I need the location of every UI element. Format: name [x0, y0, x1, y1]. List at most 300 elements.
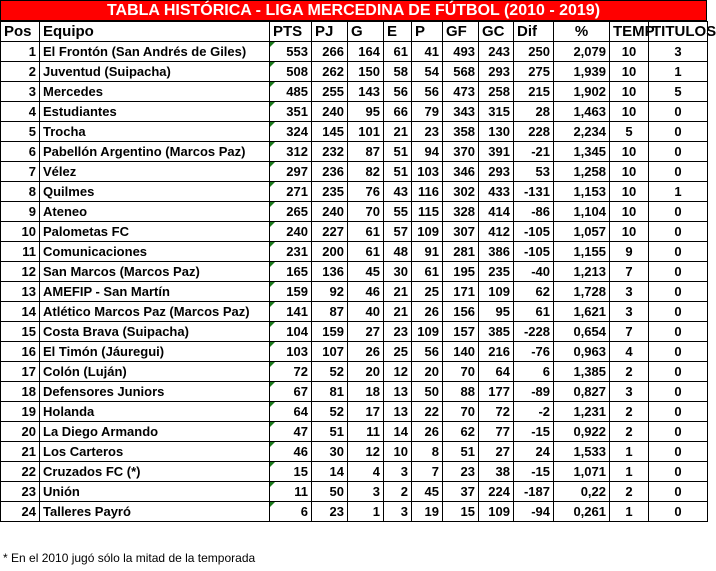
cell-pos[interactable]: 21 [1, 442, 40, 462]
cell-pj[interactable]: 23 [312, 502, 348, 522]
cell-gc[interactable]: 293 [479, 62, 514, 82]
cell-pts[interactable]: 47 [270, 422, 312, 442]
cell-gf[interactable]: 281 [443, 242, 479, 262]
cell-dif[interactable]: -15 [514, 462, 554, 482]
cell-temp[interactable]: 3 [610, 302, 649, 322]
cell-dif[interactable]: -89 [514, 382, 554, 402]
cell-pos[interactable]: 12 [1, 262, 40, 282]
cell-p[interactable]: 22 [412, 402, 443, 422]
cell-pj[interactable]: 87 [312, 302, 348, 322]
cell-titulos[interactable]: 1 [649, 62, 708, 82]
cell-gf[interactable]: 568 [443, 62, 479, 82]
cell-e[interactable]: 21 [384, 282, 412, 302]
header-gc[interactable]: GC [479, 22, 514, 42]
cell-dif[interactable]: -2 [514, 402, 554, 422]
cell-gf[interactable]: 88 [443, 382, 479, 402]
cell-gc[interactable]: 433 [479, 182, 514, 202]
cell-equipo[interactable]: El Frontón (San Andrés de Giles) [40, 42, 270, 62]
cell-pos[interactable]: 9 [1, 202, 40, 222]
cell-pos[interactable]: 11 [1, 242, 40, 262]
cell-pj[interactable]: 14 [312, 462, 348, 482]
cell-gf[interactable]: 473 [443, 82, 479, 102]
cell-g[interactable]: 95 [348, 102, 384, 122]
cell-g[interactable]: 87 [348, 142, 384, 162]
header-pct[interactable]: % [554, 22, 610, 42]
cell-titulos[interactable]: 3 [649, 42, 708, 62]
cell-pj[interactable]: 255 [312, 82, 348, 102]
cell-pts[interactable]: 351 [270, 102, 312, 122]
cell-equipo[interactable]: Mercedes [40, 82, 270, 102]
cell-gc[interactable]: 38 [479, 462, 514, 482]
cell-titulos[interactable]: 0 [649, 162, 708, 182]
cell-g[interactable]: 1 [348, 502, 384, 522]
cell-pct[interactable]: 1,385 [554, 362, 610, 382]
cell-equipo[interactable]: Los Carteros [40, 442, 270, 462]
cell-dif[interactable]: -94 [514, 502, 554, 522]
cell-gc[interactable]: 95 [479, 302, 514, 322]
cell-pj[interactable]: 240 [312, 102, 348, 122]
cell-gf[interactable]: 302 [443, 182, 479, 202]
cell-gf[interactable]: 171 [443, 282, 479, 302]
cell-pj[interactable]: 136 [312, 262, 348, 282]
cell-pos[interactable]: 1 [1, 42, 40, 62]
cell-titulos[interactable]: 1 [649, 182, 708, 202]
cell-e[interactable]: 51 [384, 162, 412, 182]
cell-gc[interactable]: 412 [479, 222, 514, 242]
cell-e[interactable]: 10 [384, 442, 412, 462]
cell-pos[interactable]: 14 [1, 302, 40, 322]
cell-g[interactable]: 18 [348, 382, 384, 402]
cell-equipo[interactable]: Estudiantes [40, 102, 270, 122]
cell-titulos[interactable]: 0 [649, 342, 708, 362]
cell-pts[interactable]: 271 [270, 182, 312, 202]
cell-gf[interactable]: 140 [443, 342, 479, 362]
cell-gc[interactable]: 385 [479, 322, 514, 342]
cell-equipo[interactable]: Costa Brava (Suipacha) [40, 322, 270, 342]
cell-pct[interactable]: 0,922 [554, 422, 610, 442]
cell-g[interactable]: 61 [348, 242, 384, 262]
cell-pts[interactable]: 64 [270, 402, 312, 422]
cell-pos[interactable]: 7 [1, 162, 40, 182]
cell-p[interactable]: 54 [412, 62, 443, 82]
cell-pct[interactable]: 1,153 [554, 182, 610, 202]
cell-gf[interactable]: 70 [443, 362, 479, 382]
cell-equipo[interactable]: Trocha [40, 122, 270, 142]
cell-pct[interactable]: 1,939 [554, 62, 610, 82]
header-gf[interactable]: GF [443, 22, 479, 42]
cell-gc[interactable]: 414 [479, 202, 514, 222]
cell-e[interactable]: 23 [384, 322, 412, 342]
cell-pos[interactable]: 16 [1, 342, 40, 362]
cell-temp[interactable]: 1 [610, 462, 649, 482]
cell-p[interactable]: 115 [412, 202, 443, 222]
cell-g[interactable]: 61 [348, 222, 384, 242]
cell-g[interactable]: 12 [348, 442, 384, 462]
cell-pos[interactable]: 2 [1, 62, 40, 82]
cell-pts[interactable]: 508 [270, 62, 312, 82]
cell-pos[interactable]: 8 [1, 182, 40, 202]
cell-e[interactable]: 14 [384, 422, 412, 442]
cell-titulos[interactable]: 0 [649, 242, 708, 262]
cell-pct[interactable]: 2,079 [554, 42, 610, 62]
cell-pct[interactable]: 1,345 [554, 142, 610, 162]
cell-e[interactable]: 13 [384, 382, 412, 402]
cell-equipo[interactable]: Defensores Juniors [40, 382, 270, 402]
cell-dif[interactable]: -187 [514, 482, 554, 502]
cell-pj[interactable]: 107 [312, 342, 348, 362]
cell-p[interactable]: 41 [412, 42, 443, 62]
cell-temp[interactable]: 1 [610, 502, 649, 522]
cell-pct[interactable]: 1,231 [554, 402, 610, 422]
cell-gc[interactable]: 315 [479, 102, 514, 122]
cell-gf[interactable]: 307 [443, 222, 479, 242]
cell-p[interactable]: 109 [412, 322, 443, 342]
cell-pct[interactable]: 0,827 [554, 382, 610, 402]
cell-temp[interactable]: 2 [610, 362, 649, 382]
cell-dif[interactable]: 24 [514, 442, 554, 462]
cell-pj[interactable]: 52 [312, 362, 348, 382]
cell-equipo[interactable]: Unión [40, 482, 270, 502]
cell-equipo[interactable]: San Marcos (Marcos Paz) [40, 262, 270, 282]
cell-gc[interactable]: 258 [479, 82, 514, 102]
cell-pts[interactable]: 312 [270, 142, 312, 162]
cell-pts[interactable]: 46 [270, 442, 312, 462]
cell-equipo[interactable]: Holanda [40, 402, 270, 422]
cell-p[interactable]: 26 [412, 422, 443, 442]
cell-p[interactable]: 19 [412, 502, 443, 522]
cell-temp[interactable]: 10 [610, 182, 649, 202]
cell-gc[interactable]: 130 [479, 122, 514, 142]
cell-e[interactable]: 21 [384, 302, 412, 322]
cell-gc[interactable]: 77 [479, 422, 514, 442]
cell-temp[interactable]: 7 [610, 322, 649, 342]
cell-pos[interactable]: 20 [1, 422, 40, 442]
cell-pts[interactable]: 104 [270, 322, 312, 342]
cell-equipo[interactable]: Colón (Luján) [40, 362, 270, 382]
cell-pj[interactable]: 81 [312, 382, 348, 402]
header-pj[interactable]: PJ [312, 22, 348, 42]
cell-titulos[interactable]: 0 [649, 202, 708, 222]
cell-pts[interactable]: 324 [270, 122, 312, 142]
cell-temp[interactable]: 10 [610, 82, 649, 102]
cell-e[interactable]: 43 [384, 182, 412, 202]
cell-g[interactable]: 70 [348, 202, 384, 222]
cell-g[interactable]: 17 [348, 402, 384, 422]
cell-pj[interactable]: 262 [312, 62, 348, 82]
cell-pct[interactable]: 1,258 [554, 162, 610, 182]
cell-p[interactable]: 91 [412, 242, 443, 262]
cell-g[interactable]: 3 [348, 482, 384, 502]
cell-titulos[interactable]: 0 [649, 222, 708, 242]
cell-titulos[interactable]: 0 [649, 422, 708, 442]
cell-titulos[interactable]: 0 [649, 322, 708, 342]
header-temp[interactable]: TEMP [610, 22, 649, 42]
cell-titulos[interactable]: 5 [649, 82, 708, 102]
cell-gf[interactable]: 157 [443, 322, 479, 342]
header-pos[interactable]: Pos [1, 22, 40, 42]
cell-g[interactable]: 40 [348, 302, 384, 322]
cell-pos[interactable]: 24 [1, 502, 40, 522]
cell-temp[interactable]: 1 [610, 442, 649, 462]
cell-dif[interactable]: -131 [514, 182, 554, 202]
cell-equipo[interactable]: Pabellón Argentino (Marcos Paz) [40, 142, 270, 162]
cell-gc[interactable]: 109 [479, 502, 514, 522]
cell-pct[interactable]: 1,621 [554, 302, 610, 322]
cell-temp[interactable]: 4 [610, 342, 649, 362]
cell-gc[interactable]: 64 [479, 362, 514, 382]
cell-e[interactable]: 56 [384, 82, 412, 102]
cell-dif[interactable]: 61 [514, 302, 554, 322]
cell-dif[interactable]: 250 [514, 42, 554, 62]
cell-temp[interactable]: 2 [610, 422, 649, 442]
cell-g[interactable]: 27 [348, 322, 384, 342]
cell-pct[interactable]: 1,213 [554, 262, 610, 282]
cell-e[interactable]: 58 [384, 62, 412, 82]
cell-equipo[interactable]: El Timón (Jáuregui) [40, 342, 270, 362]
cell-pct[interactable]: 1,104 [554, 202, 610, 222]
cell-pos[interactable]: 6 [1, 142, 40, 162]
cell-pos[interactable]: 19 [1, 402, 40, 422]
cell-p[interactable]: 50 [412, 382, 443, 402]
cell-pos[interactable]: 18 [1, 382, 40, 402]
cell-titulos[interactable]: 0 [649, 502, 708, 522]
cell-gf[interactable]: 493 [443, 42, 479, 62]
cell-gf[interactable]: 358 [443, 122, 479, 142]
cell-dif[interactable]: -105 [514, 242, 554, 262]
cell-e[interactable]: 2 [384, 482, 412, 502]
cell-titulos[interactable]: 0 [649, 462, 708, 482]
cell-p[interactable]: 109 [412, 222, 443, 242]
cell-pts[interactable]: 103 [270, 342, 312, 362]
cell-pts[interactable]: 485 [270, 82, 312, 102]
cell-equipo[interactable]: La Diego Armando [40, 422, 270, 442]
cell-pos[interactable]: 13 [1, 282, 40, 302]
cell-gf[interactable]: 195 [443, 262, 479, 282]
cell-p[interactable]: 20 [412, 362, 443, 382]
cell-p[interactable]: 56 [412, 342, 443, 362]
cell-equipo[interactable]: Comunicaciones [40, 242, 270, 262]
cell-dif[interactable]: -86 [514, 202, 554, 222]
cell-gc[interactable]: 386 [479, 242, 514, 262]
cell-g[interactable]: 101 [348, 122, 384, 142]
cell-pts[interactable]: 141 [270, 302, 312, 322]
cell-p[interactable]: 45 [412, 482, 443, 502]
header-g[interactable]: G [348, 22, 384, 42]
cell-pos[interactable]: 10 [1, 222, 40, 242]
cell-temp[interactable]: 10 [610, 102, 649, 122]
cell-g[interactable]: 46 [348, 282, 384, 302]
cell-pts[interactable]: 6 [270, 502, 312, 522]
cell-e[interactable]: 12 [384, 362, 412, 382]
cell-gc[interactable]: 109 [479, 282, 514, 302]
cell-titulos[interactable]: 0 [649, 262, 708, 282]
cell-pct[interactable]: 0,22 [554, 482, 610, 502]
cell-pct[interactable]: 1,902 [554, 82, 610, 102]
cell-gc[interactable]: 224 [479, 482, 514, 502]
cell-temp[interactable]: 10 [610, 202, 649, 222]
cell-e[interactable]: 57 [384, 222, 412, 242]
cell-titulos[interactable]: 0 [649, 482, 708, 502]
cell-pts[interactable]: 165 [270, 262, 312, 282]
cell-pj[interactable]: 50 [312, 482, 348, 502]
cell-pts[interactable]: 231 [270, 242, 312, 262]
cell-g[interactable]: 164 [348, 42, 384, 62]
cell-dif[interactable]: 275 [514, 62, 554, 82]
cell-dif[interactable]: 28 [514, 102, 554, 122]
cell-e[interactable]: 30 [384, 262, 412, 282]
cell-p[interactable]: 79 [412, 102, 443, 122]
header-e[interactable]: E [384, 22, 412, 42]
cell-pj[interactable]: 51 [312, 422, 348, 442]
cell-dif[interactable]: -76 [514, 342, 554, 362]
cell-pct[interactable]: 2,234 [554, 122, 610, 142]
cell-e[interactable]: 21 [384, 122, 412, 142]
cell-gf[interactable]: 62 [443, 422, 479, 442]
cell-pos[interactable]: 22 [1, 462, 40, 482]
cell-temp[interactable]: 10 [610, 62, 649, 82]
cell-p[interactable]: 103 [412, 162, 443, 182]
cell-pts[interactable]: 159 [270, 282, 312, 302]
header-equipo[interactable]: Equipo [40, 22, 270, 42]
cell-p[interactable]: 61 [412, 262, 443, 282]
cell-g[interactable]: 4 [348, 462, 384, 482]
cell-e[interactable]: 3 [384, 502, 412, 522]
cell-pct[interactable]: 1,533 [554, 442, 610, 462]
cell-titulos[interactable]: 0 [649, 302, 708, 322]
cell-pct[interactable]: 0,963 [554, 342, 610, 362]
cell-gc[interactable]: 235 [479, 262, 514, 282]
cell-pj[interactable]: 30 [312, 442, 348, 462]
cell-temp[interactable]: 7 [610, 262, 649, 282]
cell-gf[interactable]: 343 [443, 102, 479, 122]
cell-temp[interactable]: 5 [610, 122, 649, 142]
cell-gf[interactable]: 23 [443, 462, 479, 482]
cell-p[interactable]: 25 [412, 282, 443, 302]
cell-equipo[interactable]: Juventud (Suipacha) [40, 62, 270, 82]
cell-pts[interactable]: 553 [270, 42, 312, 62]
cell-titulos[interactable]: 0 [649, 362, 708, 382]
cell-pj[interactable]: 52 [312, 402, 348, 422]
cell-dif[interactable]: -15 [514, 422, 554, 442]
cell-gf[interactable]: 15 [443, 502, 479, 522]
cell-gc[interactable]: 177 [479, 382, 514, 402]
cell-gc[interactable]: 243 [479, 42, 514, 62]
cell-temp[interactable]: 2 [610, 482, 649, 502]
cell-g[interactable]: 45 [348, 262, 384, 282]
cell-dif[interactable]: 53 [514, 162, 554, 182]
cell-titulos[interactable]: 0 [649, 142, 708, 162]
cell-dif[interactable]: -40 [514, 262, 554, 282]
cell-pj[interactable]: 235 [312, 182, 348, 202]
cell-temp[interactable]: 10 [610, 222, 649, 242]
cell-equipo[interactable]: Vélez [40, 162, 270, 182]
cell-temp[interactable]: 3 [610, 282, 649, 302]
cell-pts[interactable]: 265 [270, 202, 312, 222]
cell-pj[interactable]: 227 [312, 222, 348, 242]
cell-pts[interactable]: 72 [270, 362, 312, 382]
cell-pct[interactable]: 0,261 [554, 502, 610, 522]
cell-gc[interactable]: 293 [479, 162, 514, 182]
cell-titulos[interactable]: 0 [649, 442, 708, 462]
cell-e[interactable]: 48 [384, 242, 412, 262]
cell-p[interactable]: 23 [412, 122, 443, 142]
cell-dif[interactable]: 62 [514, 282, 554, 302]
cell-pj[interactable]: 92 [312, 282, 348, 302]
cell-gf[interactable]: 156 [443, 302, 479, 322]
cell-temp[interactable]: 10 [610, 162, 649, 182]
cell-dif[interactable]: -228 [514, 322, 554, 342]
cell-pts[interactable]: 15 [270, 462, 312, 482]
cell-temp[interactable]: 9 [610, 242, 649, 262]
cell-e[interactable]: 51 [384, 142, 412, 162]
cell-e[interactable]: 25 [384, 342, 412, 362]
cell-pct[interactable]: 0,654 [554, 322, 610, 342]
cell-gf[interactable]: 37 [443, 482, 479, 502]
cell-pts[interactable]: 297 [270, 162, 312, 182]
cell-e[interactable]: 3 [384, 462, 412, 482]
cell-equipo[interactable]: Atlético Marcos Paz (Marcos Paz) [40, 302, 270, 322]
cell-titulos[interactable]: 0 [649, 382, 708, 402]
cell-dif[interactable]: 215 [514, 82, 554, 102]
cell-pos[interactable]: 5 [1, 122, 40, 142]
cell-pos[interactable]: 17 [1, 362, 40, 382]
cell-e[interactable]: 66 [384, 102, 412, 122]
cell-g[interactable]: 11 [348, 422, 384, 442]
cell-g[interactable]: 143 [348, 82, 384, 102]
cell-p[interactable]: 116 [412, 182, 443, 202]
cell-titulos[interactable]: 0 [649, 402, 708, 422]
cell-equipo[interactable]: Palometas FC [40, 222, 270, 242]
cell-p[interactable]: 8 [412, 442, 443, 462]
header-p[interactable]: P [412, 22, 443, 42]
cell-e[interactable]: 13 [384, 402, 412, 422]
cell-equipo[interactable]: Cruzados FC (*) [40, 462, 270, 482]
cell-g[interactable]: 82 [348, 162, 384, 182]
cell-p[interactable]: 56 [412, 82, 443, 102]
cell-pts[interactable]: 11 [270, 482, 312, 502]
cell-e[interactable]: 61 [384, 42, 412, 62]
cell-pct[interactable]: 1,155 [554, 242, 610, 262]
cell-titulos[interactable]: 0 [649, 102, 708, 122]
cell-p[interactable]: 26 [412, 302, 443, 322]
cell-gc[interactable]: 216 [479, 342, 514, 362]
cell-temp[interactable]: 10 [610, 42, 649, 62]
cell-gf[interactable]: 328 [443, 202, 479, 222]
cell-pos[interactable]: 23 [1, 482, 40, 502]
cell-g[interactable]: 76 [348, 182, 384, 202]
cell-temp[interactable]: 3 [610, 382, 649, 402]
cell-gc[interactable]: 72 [479, 402, 514, 422]
cell-pct[interactable]: 1,071 [554, 462, 610, 482]
cell-pj[interactable]: 232 [312, 142, 348, 162]
cell-equipo[interactable]: AMEFIP - San Martín [40, 282, 270, 302]
cell-equipo[interactable]: Talleres Payró [40, 502, 270, 522]
cell-gf[interactable]: 70 [443, 402, 479, 422]
cell-pj[interactable]: 236 [312, 162, 348, 182]
cell-equipo[interactable]: Quilmes [40, 182, 270, 202]
cell-temp[interactable]: 10 [610, 142, 649, 162]
cell-titulos[interactable]: 0 [649, 122, 708, 142]
cell-titulos[interactable]: 0 [649, 282, 708, 302]
cell-pts[interactable]: 240 [270, 222, 312, 242]
cell-pct[interactable]: 1,728 [554, 282, 610, 302]
cell-gc[interactable]: 27 [479, 442, 514, 462]
cell-pj[interactable]: 159 [312, 322, 348, 342]
cell-pj[interactable]: 200 [312, 242, 348, 262]
cell-gf[interactable]: 51 [443, 442, 479, 462]
cell-dif[interactable]: -21 [514, 142, 554, 162]
cell-pos[interactable]: 4 [1, 102, 40, 122]
